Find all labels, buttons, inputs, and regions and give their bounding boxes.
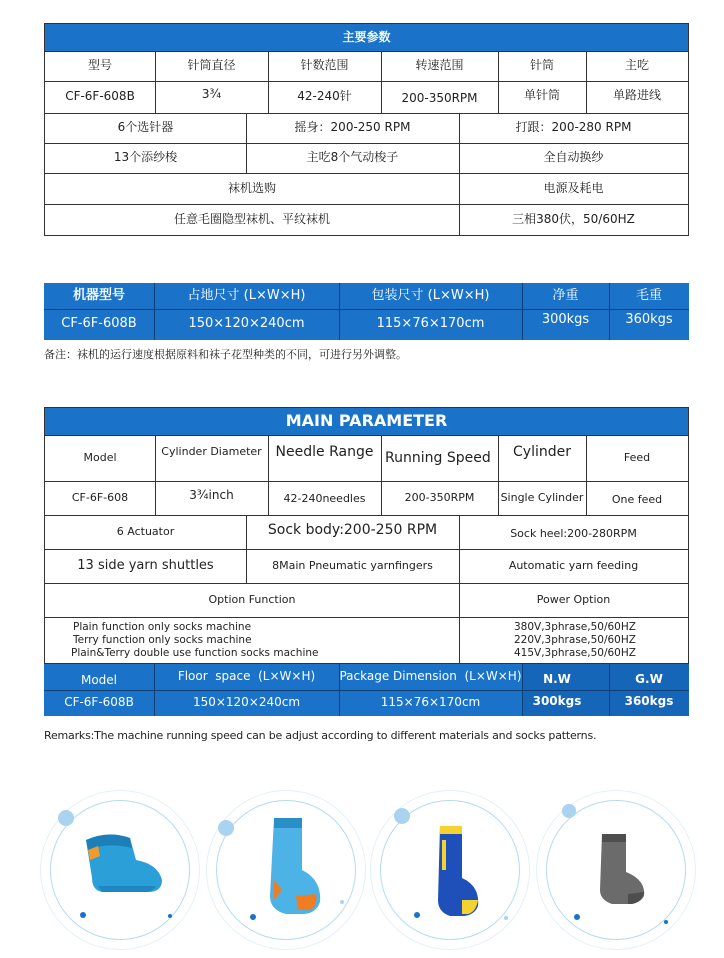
en-main-table (44, 407, 689, 664)
en-option-label: Option Function (208, 592, 296, 606)
en-header-feed: Feed (623, 450, 651, 464)
cn-value-model: CF-6F-608B (65, 89, 135, 104)
en-actuator: 6 Actuator (116, 524, 175, 538)
en-header-needle: Needle Range (275, 443, 374, 460)
en-power-415: 415V,3phrase,50/60HZ (514, 647, 636, 659)
cn-machine-header-model: 机器型号 (72, 287, 125, 303)
en-machine-value-package: 115×76×170cm (380, 695, 481, 710)
cn-machine-table (44, 283, 689, 340)
en-value-cylinder: Single Cylinder (500, 490, 584, 504)
en-auto-yarn: Automatic yarn feeding (508, 558, 639, 572)
cn-auto-yarn: 全自动换纱 (543, 150, 604, 165)
cn-body-speed: 摇身：200-250 RPM (294, 120, 411, 135)
cn-header-model: 型号 (87, 58, 112, 73)
cn-machine-header-package: 包装尺寸 (L×W×H) (371, 287, 490, 303)
en-main-title-bar (45, 408, 688, 435)
en-power-list (514, 621, 684, 660)
en-header-cylinder: Cylinder (513, 443, 571, 460)
en-power-label: Power Option (536, 592, 611, 606)
cn-machine-header-gw: 毛重 (635, 287, 662, 303)
en-pneumatic: 8Main Pneumatic yarnfingers (272, 558, 433, 572)
blue-ankle-sock-icon (78, 820, 168, 910)
en-value-speed: 200-350RPM (404, 490, 475, 504)
cn-option-value: 任意毛圈隐型袜机、平纹袜机 (173, 211, 330, 226)
cn-value-diameter: 3¾ (201, 87, 222, 102)
cn-header-feed: 主吃 (624, 58, 649, 73)
en-option-terry: Terry function only socks machine (73, 634, 252, 646)
en-heel-speed: Sock heel:200-280RPM (510, 526, 637, 540)
en-machine-value-floor: 150×120×240cm (192, 695, 301, 710)
blue-yellow-sock-icon (428, 820, 488, 920)
cn-value-cylinder: 单针筒 (523, 88, 560, 103)
product-card-1 (40, 790, 200, 950)
cn-header-speed: 转速范围 (415, 58, 464, 73)
en-option-double: Plain&Terry double use function socks machine (71, 647, 319, 659)
cn-machine-value-gw: 360kgs (625, 312, 673, 328)
cn-value-speed: 200-350RPM (401, 91, 478, 106)
en-shuttles: 13 side yarn shuttles (77, 557, 214, 573)
en-value-model: CF-6F-608 (71, 490, 129, 504)
cn-heel-speed: 打跟：200-280 RPM (515, 120, 632, 135)
en-header-speed: Running Speed (385, 449, 491, 466)
cn-note: 备注：袜机的运行速度根据原料和袜子花型种类的不同，可进行另外调整。 (44, 348, 407, 361)
cn-machine-header-floor: 占地尺寸 (L×W×H) (187, 287, 306, 303)
cn-value-needle: 42-240针 (297, 89, 352, 104)
en-machine-table (44, 664, 689, 716)
cn-machine-value-package: 115×76×170cm (376, 316, 485, 332)
cn-machine-value-floor: 150×120×240cm (188, 316, 305, 332)
en-option-plain: Plain function only socks machine (73, 621, 252, 633)
cn-main-title: 主要参数 (342, 29, 391, 44)
cn-pneumatic: 主吃8个气动梭子 (306, 150, 399, 165)
cn-power-value: 三相380伏，50/60HZ (512, 211, 635, 226)
product-gallery (40, 790, 710, 950)
en-machine-header-model: Model (80, 673, 118, 688)
cn-machine-value-model: CF-6F-608B (61, 316, 137, 332)
cn-option-label: 袜机选购 (227, 180, 276, 195)
blue-crew-sock-icon (256, 810, 326, 920)
cn-header-diameter: 针筒直径 (187, 58, 236, 73)
en-machine-header-package: Package Dimension (L×W×H) (339, 669, 522, 684)
cn-power-label: 电源及耗电 (543, 180, 604, 195)
product-card-3 (370, 790, 530, 950)
en-power-220: 220V,3phrase,50/60HZ (514, 634, 636, 646)
cn-header-needle: 针数范围 (300, 58, 349, 73)
en-body-speed: Sock body:200-250 RPM (267, 521, 438, 538)
cn-machine-header-nw: 净重 (552, 287, 579, 303)
en-header-diameter: Cylinder Diameter (161, 444, 262, 458)
cn-shuttles: 13个添纱梭 (113, 150, 178, 165)
en-option-list (73, 621, 453, 660)
cn-machine-value-nw: 300kgs (541, 312, 590, 328)
cn-main-table (44, 23, 689, 236)
cn-header-cylinder: 针筒 (529, 58, 554, 73)
cn-main-title-bar (45, 24, 688, 51)
en-power-380: 380V,3phrase,50/60HZ (514, 621, 636, 633)
en-machine-value-nw: 300kgs (532, 694, 582, 709)
en-machine-value-gw: 360kgs (624, 694, 674, 709)
product-card-2 (206, 790, 366, 950)
en-machine-header-floor: Floor space (L×W×H) (177, 669, 316, 684)
cn-selector: 6个选针器 (117, 120, 174, 135)
en-main-title: MAIN PARAMETER (285, 411, 448, 431)
cn-value-feed: 单路进线 (612, 88, 661, 103)
en-value-feed: One feed (611, 492, 663, 506)
en-value-diameter: 3¾inch (189, 488, 234, 503)
grey-sock-icon (588, 828, 652, 908)
product-card-4 (536, 790, 696, 950)
en-machine-value-model: CF-6F-608B (64, 695, 134, 710)
en-machine-header-nw: N.W (543, 672, 571, 687)
en-value-needle: 42-240needles (283, 491, 366, 505)
en-machine-header-gw: G.W (635, 672, 663, 687)
en-remarks: Remarks:The machine running speed can be adjust according to different materials and socks patterns. (44, 729, 597, 742)
en-header-model: Model (83, 450, 117, 464)
